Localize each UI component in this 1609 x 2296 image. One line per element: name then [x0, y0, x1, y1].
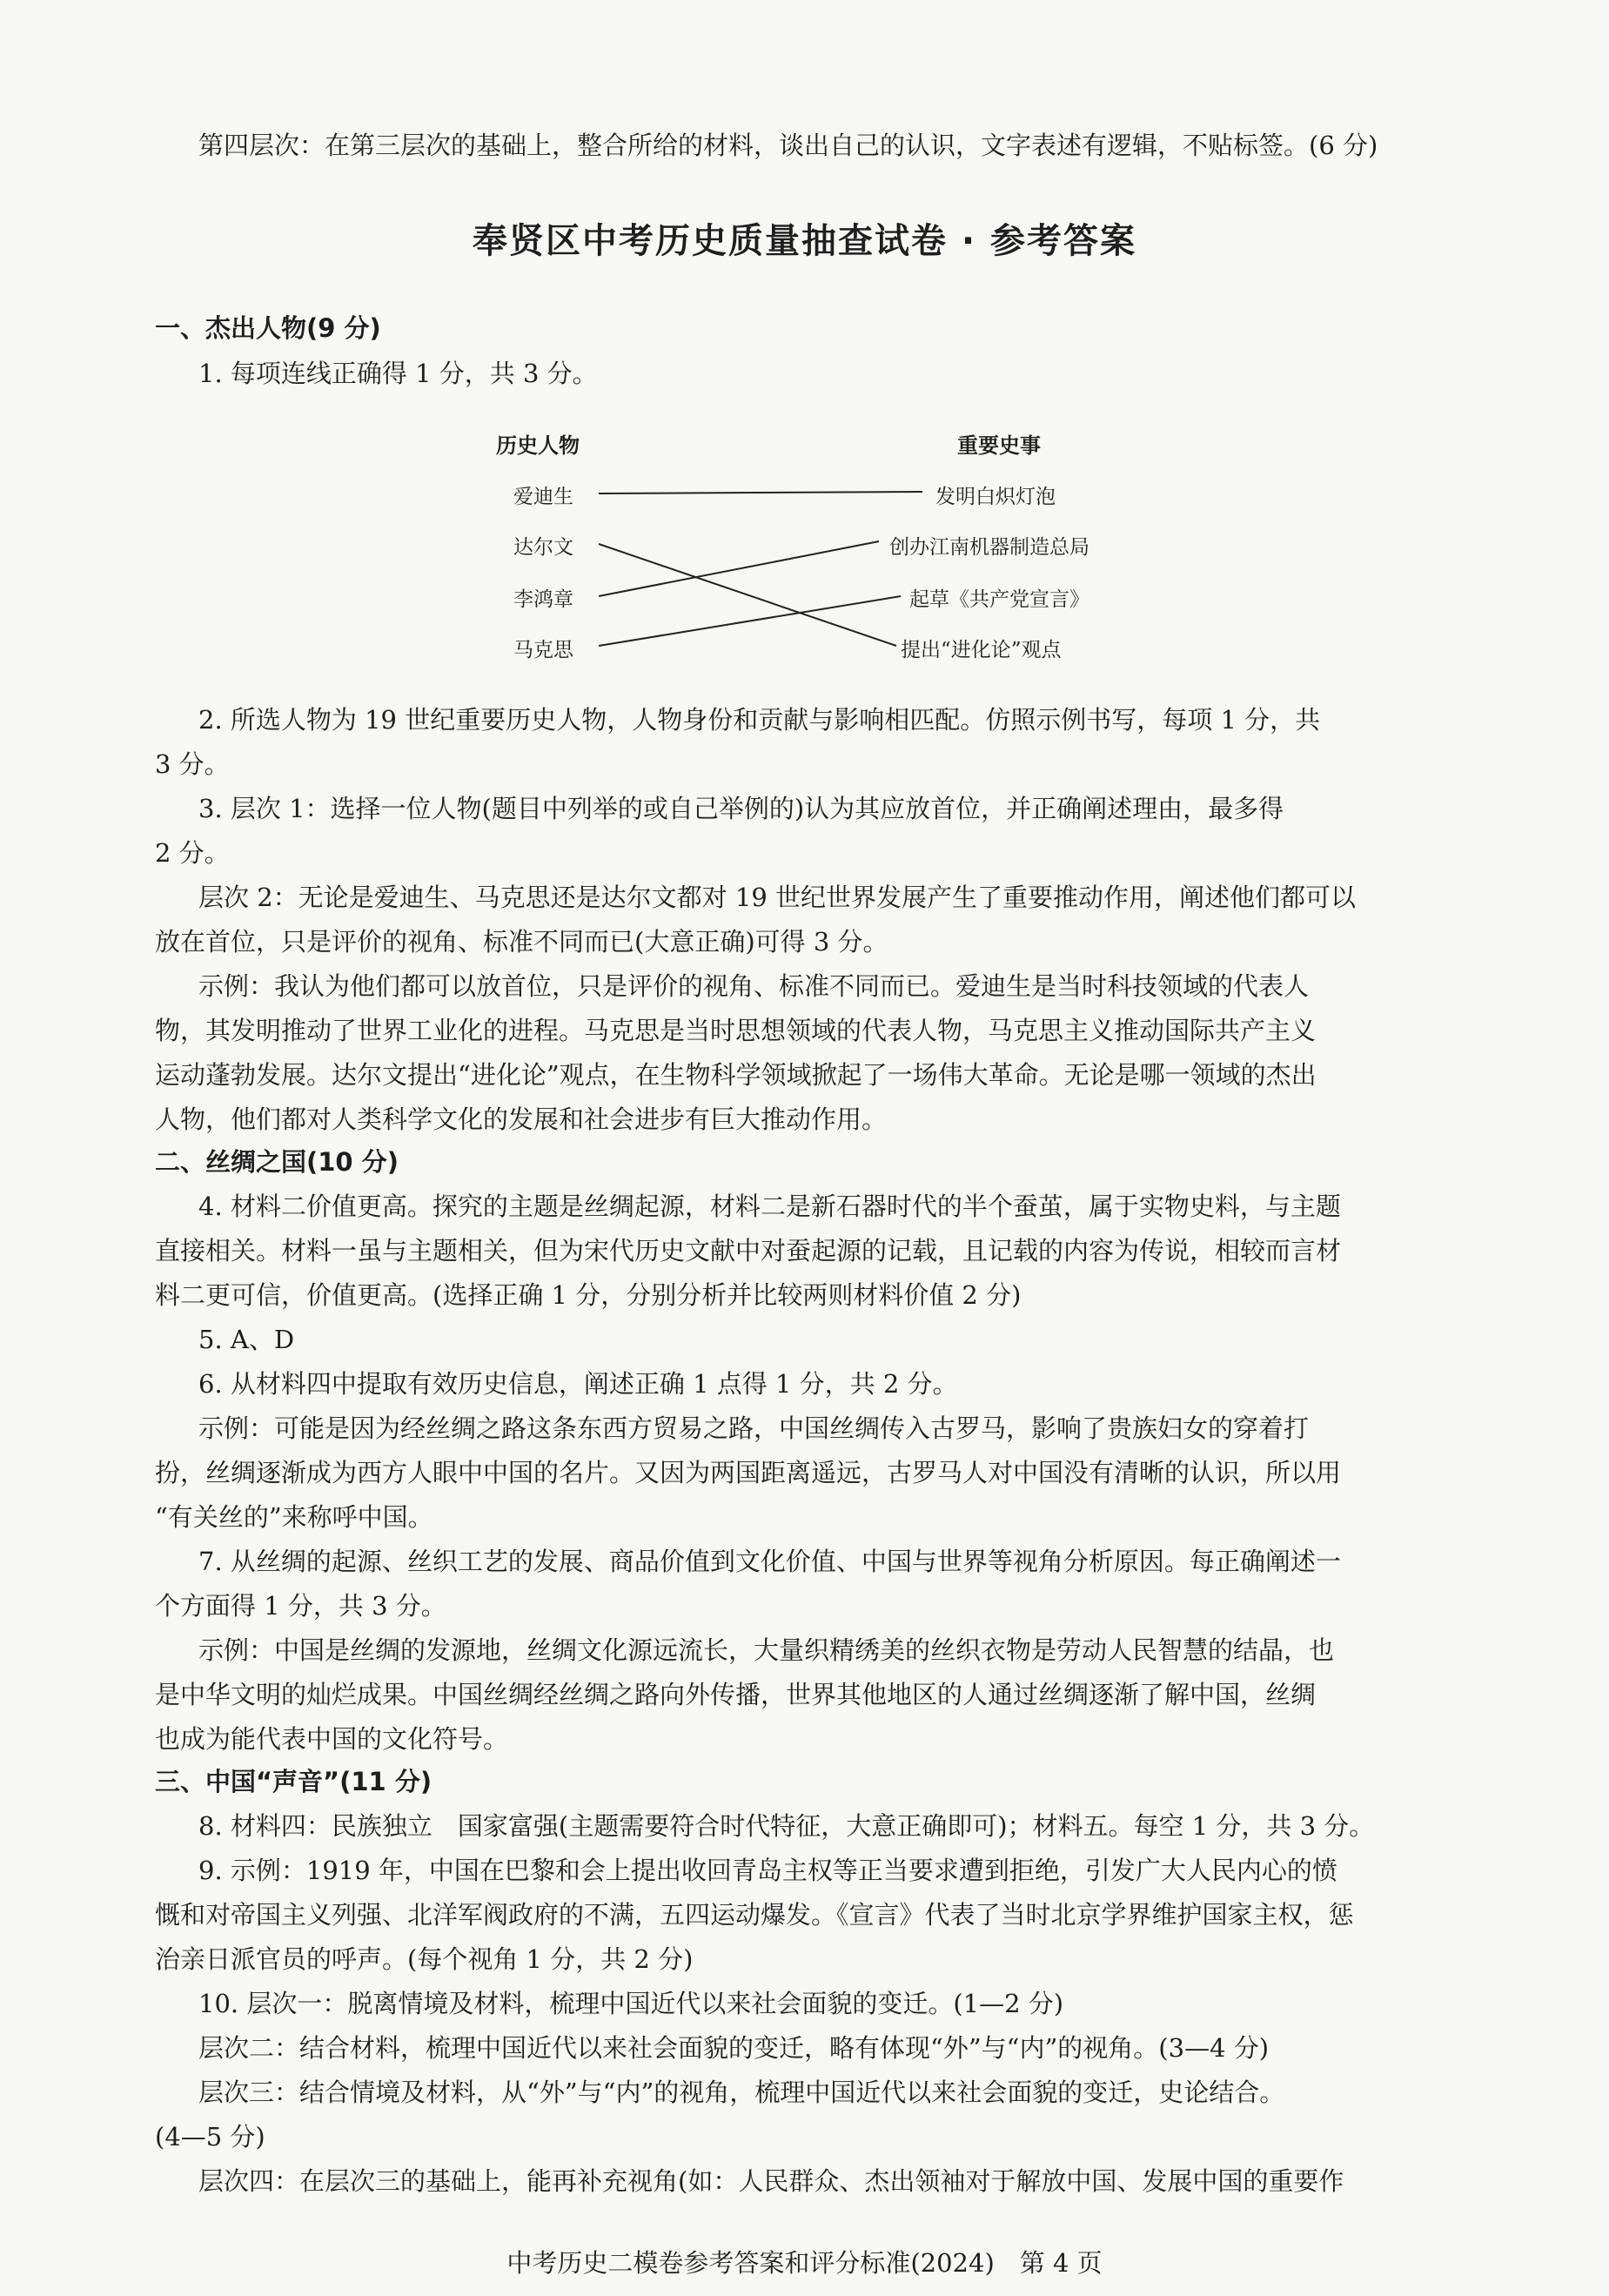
q10-line5: 层次四：在层次三的基础上，能再补充视角(如：人民群众、杰出领袖对于解放中国、发展中国的重要作	[198, 2166, 1344, 2196]
person-darwin: 达尔文	[513, 536, 573, 559]
q9-line2: 慨和对帝国主义列强、北洋军阀政府的不满，五四运动爆发。《宣言》代表了当时北京学界维护国家主权，惩	[155, 1900, 1354, 1930]
q2-line2: 3 分。	[155, 749, 230, 779]
ex6-line2: 扮，丝绸逐渐成为西方人眼中中国的名片。又因为两国距离遥远，古罗马人对中国没有清晰的认识，所以用	[155, 1458, 1342, 1487]
connecting-lines	[487, 418, 1149, 679]
q7-line2: 个方面得 1 分，共 3 分。	[155, 1591, 446, 1621]
line-edison-bulb	[599, 492, 922, 493]
example-line4: 人物，他们都对人类科学文化的发展和社会进步有巨大推动作用。	[155, 1104, 888, 1134]
matching-diagram	[487, 418, 1149, 679]
ex7-line2: 是中华文明的灿烂成果。中国丝绸经丝绸之路向外传播，世界其他地区的人通过丝绸逐渐了解中国，丝绸	[155, 1680, 1317, 1709]
ex7-line3: 也成为能代表中国的文化符号。	[155, 1724, 509, 1754]
event-light-bulb: 发明白炽灯泡	[935, 486, 1056, 508]
line-li-arsenal	[599, 541, 879, 596]
q2-line1: 2. 所选人物为 19 世纪重要历史人物，人物身份和贡献与影响相匹配。仿照示例书写，每项 1 分，共	[198, 705, 1321, 735]
intro-line: 第四层次：在第三层次的基础上，整合所给的材料，谈出自己的认识，文字表述有逻辑，不贴标签。(6 分)	[198, 131, 1378, 160]
line-darwin-evolution	[599, 544, 896, 646]
section-1-heading: 一、杰出人物(9 分)	[155, 313, 381, 343]
q9-line1: 9. 示例：1919 年，中国在巴黎和会上提出收回青岛主权等正当要求遭到拒绝，引发广大人民内心的愤	[198, 1856, 1337, 1885]
line-marx-manifesto	[599, 596, 901, 646]
example-line1: 示例：我认为他们都可以放首位，只是评价的视角、标准不同而已。爱迪生是当时科技领域的代表人	[198, 971, 1310, 1001]
q4-line3: 料二更可信，价值更高。(选择正确 1 分，分别分析并比较两则材料价值 2 分)	[155, 1280, 1022, 1310]
q6-text: 6. 从材料四中提取有效历史信息，阐述正确 1 点得 1 分，共 2 分。	[198, 1369, 958, 1399]
q4-line1: 4. 材料二价值更高。探究的主题是丝绸起源，材料二是新石器时代的半个蚕茧，属于实物史料，与主题	[198, 1192, 1341, 1221]
q10-line1: 10. 层次一：脱离情境及材料，梳理中国近代以来社会面貌的变迁。(1—2 分)	[198, 1989, 1064, 2018]
q10-line2: 层次二：结合材料，梳理中国近代以来社会面貌的变迁，略有体现“外”与“内”的视角。(3—4 分)	[198, 2033, 1270, 2063]
person-edison: 爱迪生	[513, 486, 573, 508]
q9-line3: 治亲日派官员的呼声。(每个视角 1 分，共 2 分)	[155, 1944, 694, 1974]
q8-text: 8. 材料四：民族独立 国家富强(主题需要符合时代特征，大意正确即可)；材料五。每空 1 分，共 3 分。	[198, 1811, 1375, 1841]
ex7-line1: 示例：中国是丝绸的发源地，丝绸文化源远流长，大量织精绣美的丝织衣物是劳动人民智慧的结晶，也	[198, 1635, 1335, 1665]
page-title: 奉贤区中考历史质量抽查试卷 · 参考答案	[472, 221, 1137, 261]
event-jiangnan-arsenal: 创办江南机器制造总局	[889, 536, 1089, 559]
section-2-heading: 二、丝绸之国(10 分)	[155, 1147, 399, 1177]
section-3-heading: 三、中国“声音”(11 分)	[155, 1767, 432, 1796]
person-marx: 马克思	[513, 639, 573, 661]
event-evolution: 提出“进化论”观点	[901, 639, 1062, 661]
page-footer: 中考历史二模卷参考答案和评分标准(2024) 第 4 页	[506, 2248, 1103, 2278]
diagram-right-header: 重要史事	[957, 433, 1041, 458]
q3b-line1: 层次 2：无论是爱迪生、马克思还是达尔文都对 19 世纪世界发展产生了重要推动作用，阐述他们都可以	[198, 883, 1357, 912]
q10-line4: (4—5 分)	[155, 2122, 265, 2152]
event-manifesto: 起草《共产党宣言》	[909, 588, 1089, 611]
q3-line1: 3. 层次 1：选择一位人物(题目中列举的或自己举例的)认为其应放首位，并正确阐述理由，最多得	[198, 794, 1284, 823]
q10-line3: 层次三：结合情境及材料，从“外”与“内”的视角，梳理中国近代以来社会面貌的变迁，史论结合。	[198, 2078, 1285, 2107]
person-li-hongzhang: 李鸿章	[513, 588, 573, 611]
example-line3: 运动蓬勃发展。达尔文提出“进化论”观点，在生物科学领域掀起了一场伟大革命。无论是哪一领域的杰出	[155, 1060, 1317, 1090]
q4-line2: 直接相关。材料一虽与主题相关，但为宋代历史文献中对蚕起源的记载，且记载的内容为传说，相较而言材	[155, 1236, 1342, 1265]
q1-text: 1. 每项连线正确得 1 分，共 3 分。	[198, 359, 598, 388]
q5-text: 5. A、D	[198, 1325, 295, 1354]
ex6-line3: “有关丝的”来称呼中国。	[155, 1502, 433, 1532]
q7-line1: 7. 从丝绸的起源、丝织工艺的发展、商品价值到文化价值、中国与世界等视角分析原因。每正确阐述一	[198, 1547, 1341, 1576]
ex6-line1: 示例：可能是因为经丝绸之路这条东西方贸易之路，中国丝绸传入古罗马，影响了贵族妇女的穿着打	[198, 1413, 1310, 1443]
diagram-left-header: 历史人物	[496, 433, 580, 458]
example-line2: 物，其发明推动了世界工业化的进程。马克思是当时思想领域的代表人物，马克思主义推动国际共产主义	[155, 1016, 1317, 1045]
q3b-line2: 放在首位，只是评价的视角、标准不同而已(大意正确)可得 3 分。	[155, 927, 888, 957]
q3-line2: 2 分。	[155, 838, 230, 868]
